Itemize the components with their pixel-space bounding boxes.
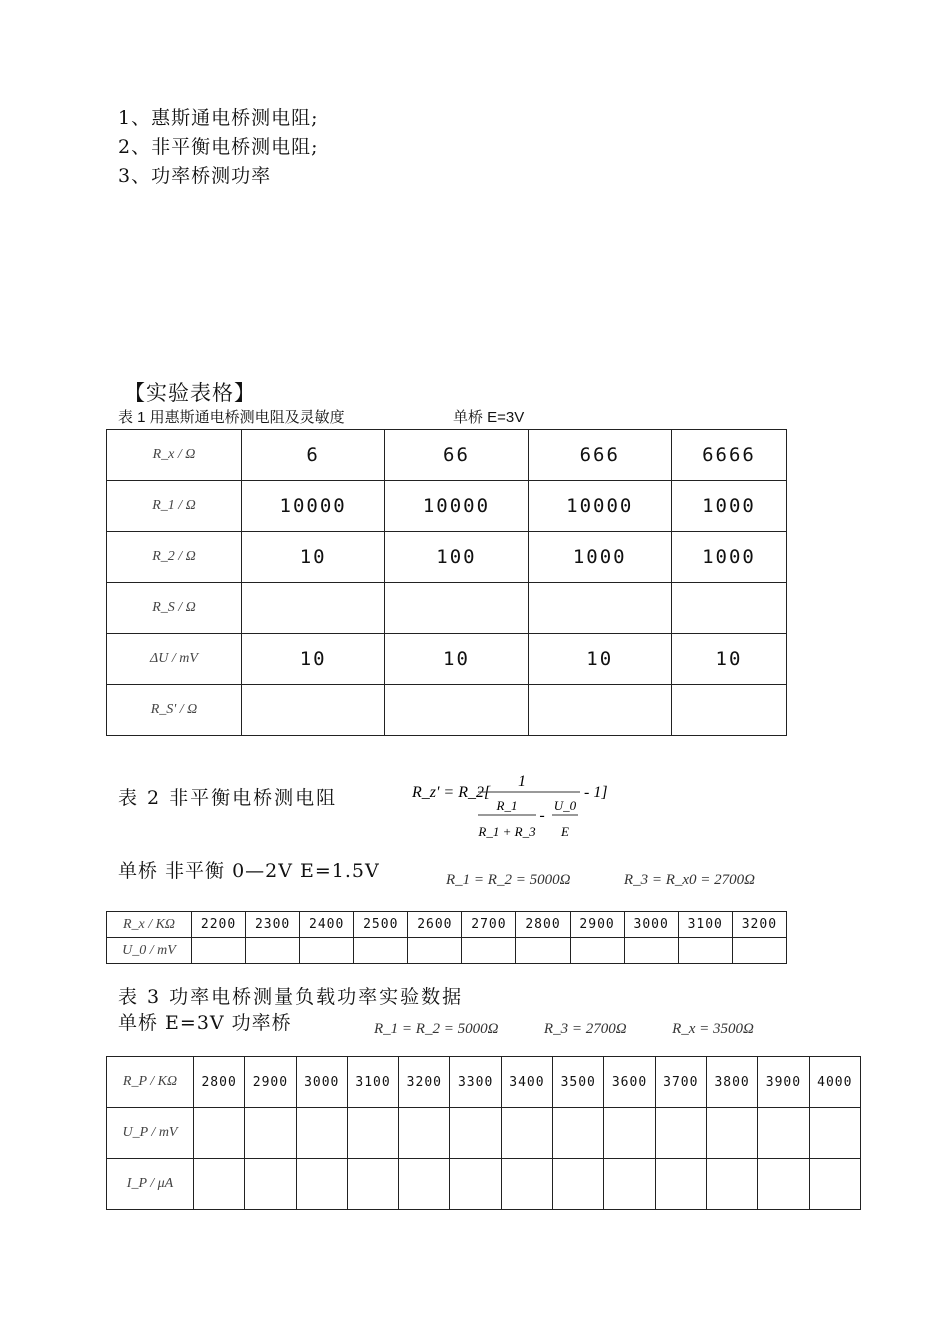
- table-cell: 2900: [245, 1057, 296, 1108]
- table-cell: [347, 1159, 398, 1210]
- table-cell: 3900: [758, 1057, 809, 1108]
- table-cell: [809, 1108, 860, 1159]
- table1: [106, 429, 787, 736]
- row-label: U_P / mV: [107, 1108, 194, 1159]
- table-cell: 1000: [671, 481, 786, 532]
- list-item: 3、功率桥测功率: [118, 165, 272, 187]
- table-cell: 3700: [655, 1057, 706, 1108]
- table-cell: [655, 1108, 706, 1159]
- table-cell: [296, 1108, 347, 1159]
- table-cell: [570, 938, 624, 964]
- table-cell: [242, 583, 385, 634]
- table-cell: 6: [242, 430, 385, 481]
- table-cell: 2300: [246, 912, 300, 938]
- formula-numerator: 1: [518, 773, 526, 790]
- table-cell: 2900: [570, 912, 624, 938]
- table-cell: [706, 1159, 757, 1210]
- table-row: [107, 938, 787, 964]
- table-row: [107, 532, 787, 583]
- table-row: [107, 1108, 861, 1159]
- formula-frac-b-num: U_0: [553, 798, 577, 813]
- table-cell: [604, 1159, 655, 1210]
- table-cell: 2700: [462, 912, 516, 938]
- table-row: [107, 634, 787, 685]
- table-cell: [671, 583, 786, 634]
- table-cell: [758, 1108, 809, 1159]
- table2-conditions: 单桥 非平衡 0—2V E=1.5V: [118, 860, 380, 882]
- table-cell: [192, 938, 246, 964]
- table-row: [107, 430, 787, 481]
- table-cell: [194, 1108, 245, 1159]
- table-cell: [516, 938, 570, 964]
- table-cell: 3300: [450, 1057, 501, 1108]
- table2-caption: 表 2 非平衡电桥测电阻: [118, 787, 338, 809]
- row-label: I_P / μA: [107, 1159, 194, 1210]
- table-cell: [246, 938, 300, 964]
- section-heading: 【实验表格】: [124, 381, 256, 405]
- formula-frac-b-den: E: [561, 824, 569, 839]
- table-row: [107, 481, 787, 532]
- table-cell: [706, 1108, 757, 1159]
- table-cell: [385, 685, 528, 736]
- row-label: R_x / KΩ: [107, 912, 192, 938]
- table-cell: 10: [242, 532, 385, 583]
- table-cell: 2800: [516, 912, 570, 938]
- intro-list: [118, 104, 319, 191]
- table-cell: 4000: [809, 1057, 860, 1108]
- table-cell: 10: [528, 634, 671, 685]
- table-cell: [408, 938, 462, 964]
- table-cell: [528, 583, 671, 634]
- table-cell: 2500: [354, 912, 408, 938]
- table3-params: [374, 1021, 754, 1038]
- row-label: R_P / KΩ: [107, 1057, 194, 1108]
- table-cell: [655, 1159, 706, 1210]
- table-cell: 3600: [604, 1057, 655, 1108]
- param: R_x = 3500Ω: [672, 1021, 754, 1037]
- table-cell: [678, 938, 732, 964]
- row-label: ΔU / mV: [107, 634, 242, 685]
- table-cell: 3800: [706, 1057, 757, 1108]
- table-cell: [354, 938, 408, 964]
- table-cell: [604, 1108, 655, 1159]
- table-cell: 10000: [528, 481, 671, 532]
- param: R_3 = R_x0 = 2700Ω: [623, 872, 755, 888]
- table-row: [107, 583, 787, 634]
- table-cell: 1000: [671, 532, 786, 583]
- table3: [106, 1056, 861, 1210]
- table-cell: 1000: [528, 532, 671, 583]
- table-cell: [385, 583, 528, 634]
- table-cell: 3000: [296, 1057, 347, 1108]
- table-cell: 10000: [242, 481, 385, 532]
- row-label: R_1 / Ω: [107, 481, 242, 532]
- table-cell: [194, 1159, 245, 1210]
- param: R_3 = 2700Ω: [543, 1021, 627, 1037]
- table-cell: [450, 1159, 501, 1210]
- list-item: 1、惠斯通电桥测电阻;: [118, 107, 319, 129]
- table3-conditions: 单桥 E=3V 功率桥: [118, 1012, 292, 1034]
- table-cell: [450, 1108, 501, 1159]
- table-cell: 10000: [385, 481, 528, 532]
- row-label: U_0 / mV: [107, 938, 192, 964]
- table-cell: 3500: [553, 1057, 604, 1108]
- row-label: R_S' / Ω: [107, 685, 242, 736]
- formula-lhs: R_z' = R_2[: [412, 784, 491, 801]
- table-cell: [296, 1159, 347, 1210]
- table-cell: 10: [242, 634, 385, 685]
- table-cell: [809, 1159, 860, 1210]
- table-cell: [671, 685, 786, 736]
- table-cell: [553, 1108, 604, 1159]
- table-cell: 2600: [408, 912, 462, 938]
- table-cell: 66: [385, 430, 528, 481]
- table-cell: 3200: [732, 912, 786, 938]
- table-cell: [501, 1108, 552, 1159]
- table-row: [107, 1057, 861, 1108]
- param: R_1 = R_2 = 5000Ω: [374, 1021, 499, 1037]
- table2-params: [446, 872, 755, 889]
- table-cell: 2800: [194, 1057, 245, 1108]
- table-cell: 100: [385, 532, 528, 583]
- table-cell: [758, 1159, 809, 1210]
- table1-caption: [118, 406, 525, 427]
- table1-conditions: 单桥 E=3V: [453, 409, 525, 426]
- table-cell: 3100: [678, 912, 732, 938]
- table-cell: 3000: [624, 912, 678, 938]
- row-label: R_x / Ω: [107, 430, 242, 481]
- table-cell: [347, 1108, 398, 1159]
- table-row: [107, 1159, 861, 1210]
- table-cell: [399, 1159, 450, 1210]
- table2-formula: [410, 768, 630, 848]
- table-cell: 10: [671, 634, 786, 685]
- table1-title: 表 1 用惠斯通电桥测电阻及灵敏度: [118, 409, 345, 426]
- row-label: R_2 / Ω: [107, 532, 242, 583]
- table3-caption: 表 3 功率电桥测量负载功率实验数据: [118, 986, 464, 1008]
- table-cell: [242, 685, 385, 736]
- table-cell: [300, 938, 354, 964]
- table-cell: [528, 685, 671, 736]
- table-cell: [399, 1108, 450, 1159]
- formula-tail: - 1]: [584, 784, 608, 801]
- param: R_1 = R_2 = 5000Ω: [446, 872, 571, 888]
- formula-minus: -: [539, 807, 545, 824]
- table-cell: 3400: [501, 1057, 552, 1108]
- table-cell: 6666: [671, 430, 786, 481]
- table-cell: [462, 938, 516, 964]
- table-cell: 3200: [399, 1057, 450, 1108]
- table-cell: 2200: [192, 912, 246, 938]
- table-cell: 2400: [300, 912, 354, 938]
- row-label: R_S / Ω: [107, 583, 242, 634]
- table-row: [107, 912, 787, 938]
- table-row: [107, 685, 787, 736]
- table-cell: 666: [528, 430, 671, 481]
- table-cell: [624, 938, 678, 964]
- table-cell: 3100: [347, 1057, 398, 1108]
- table-cell: [553, 1159, 604, 1210]
- table2: [106, 911, 787, 964]
- formula-frac-a-num: R_1: [496, 798, 518, 813]
- table-cell: [245, 1159, 296, 1210]
- table-cell: 10: [385, 634, 528, 685]
- table-cell: [245, 1108, 296, 1159]
- list-item: 2、非平衡电桥测电阻;: [118, 136, 319, 158]
- formula-frac-a-den: R_1 + R_3: [478, 824, 536, 839]
- table-cell: [732, 938, 786, 964]
- table-cell: [501, 1159, 552, 1210]
